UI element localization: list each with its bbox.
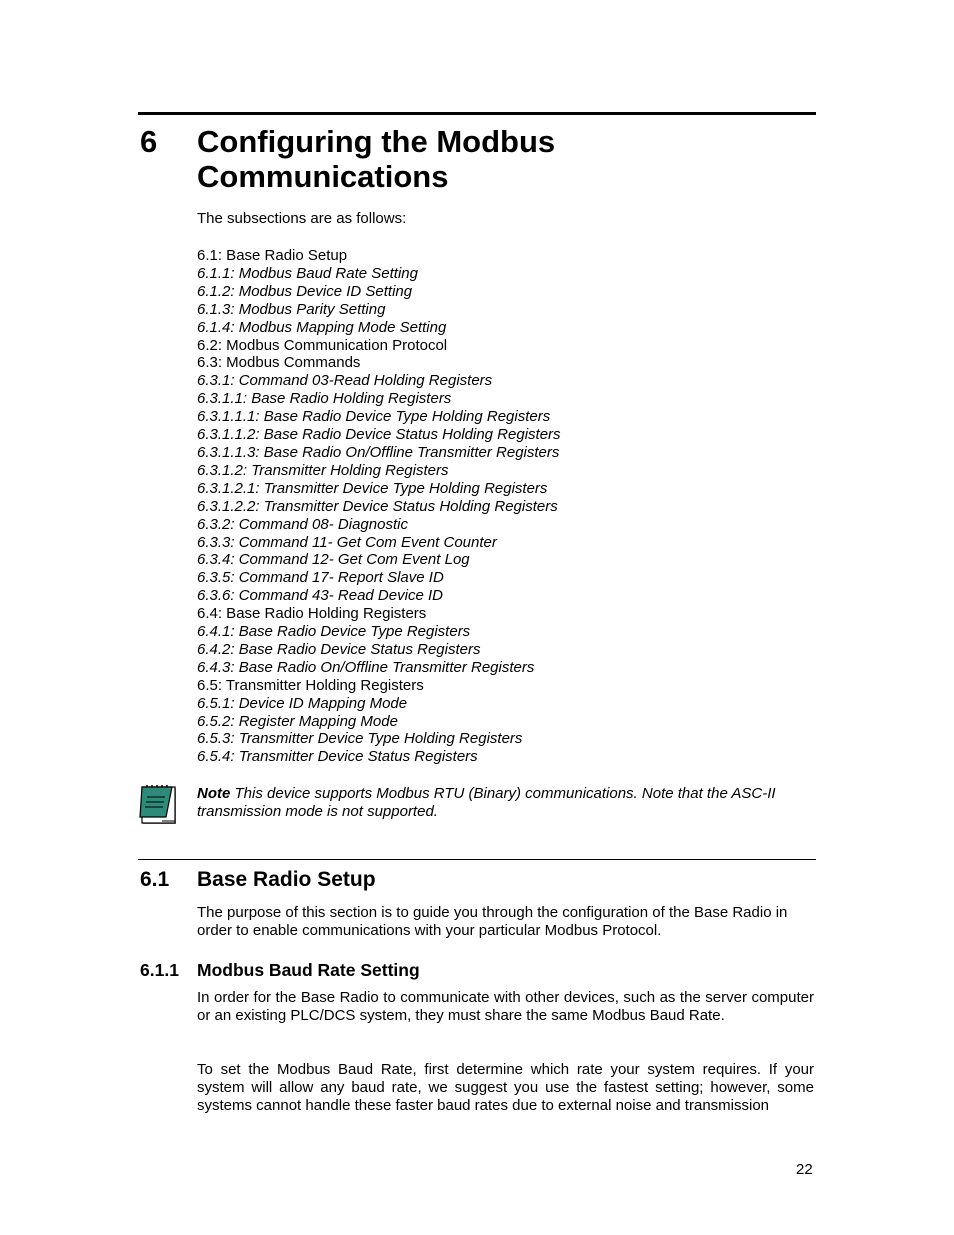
section-6-1-1-number: 6.1.1 xyxy=(140,960,179,980)
subsection-list-item: 6.3.4: Command 12- Get Com Event Log xyxy=(197,551,470,569)
subsection-list-item: 6.3.1.2.2: Transmitter Device Status Holding Registers xyxy=(197,497,558,515)
subsection-list-item: 6.2: Modbus Communication Protocol xyxy=(197,336,448,354)
chapter-top-rule xyxy=(138,112,816,115)
subsection-list-item: 6.5.1: Device ID Mapping Mode xyxy=(197,694,408,712)
subsection-list-item: 6.3.1.2.1: Transmitter Device Type Holding Registers xyxy=(197,479,548,497)
notepad-icon xyxy=(138,785,180,827)
subsection-list-item: 6.5.4: Transmitter Device Status Registers xyxy=(197,748,478,766)
subsection-list-item: 6.1.2: Modbus Device ID Setting xyxy=(197,282,413,300)
subsection-list-item: 6.1: Base Radio Setup xyxy=(197,247,348,264)
subsection-list-item: 6.1.3: Modbus Parity Setting xyxy=(197,300,386,318)
subsection-list-item: 6.4.1: Base Radio Device Type Registers xyxy=(197,623,471,641)
section-6-1-number: 6.1 xyxy=(140,868,170,891)
section-6-1-1-title: Modbus Baud Rate Setting xyxy=(197,960,420,980)
subsection-list-item: 6.3.1: Command 03-Read Holding Registers xyxy=(197,372,493,390)
chapter-number: 6 xyxy=(140,124,158,159)
subsection-list-item: 6.1.1: Modbus Baud Rate Setting xyxy=(197,264,418,282)
subsection-list-item: 6.3.3: Command 11- Get Com Event Counter xyxy=(197,533,497,551)
subsection-list-item: 6.3.1.1: Base Radio Holding Registers xyxy=(197,390,452,408)
subsection-list-item: 6.4: Base Radio Holding Registers xyxy=(197,605,427,623)
subsection-list-item: 6.4.3: Base Radio On/Offline Transmitter Registers xyxy=(197,658,535,676)
subsection-list-item: 6.3: Modbus Commands xyxy=(197,354,361,372)
subsection-list-item: 6.3.2: Command 08- Diagnostic xyxy=(197,515,408,533)
page-number: 22 xyxy=(796,1161,813,1178)
subsection-list-item: 6.3.6: Command 43- Read Device ID xyxy=(197,587,443,605)
section-6-1-1-paragraph-1: In order for the Base Radio to communicate with other devices, such as the server computer or an existing PLC/DCS system, they must share the same Modbus Baud Rate. xyxy=(197,989,814,1024)
section-divider xyxy=(138,859,816,860)
note-label: Note xyxy=(197,785,231,802)
subsection-list-item: 6.3.1.2: Transmitter Holding Registers xyxy=(197,461,449,479)
note-body: This device supports Modbus RTU (Binary) communications. Note that the ASC-II transmission mode is not supported. xyxy=(197,785,776,820)
subsection-list-item: 6.5: Transmitter Holding Registers xyxy=(197,676,424,694)
section-6-1-body: The purpose of this section is to guide you through the configuration of the Base Radio in order to enable communications with your particular Modbus Protocol. xyxy=(197,904,788,939)
chapter-title: Configuring the Modbus Communications xyxy=(197,124,556,194)
note-text xyxy=(197,785,817,821)
section-6-1-title: Base Radio Setup xyxy=(197,868,376,891)
chapter-intro: The subsections are as follows: xyxy=(197,210,407,227)
subsection-list-item: 6.5.3: Transmitter Device Type Holding Registers xyxy=(197,730,523,748)
subsection-list-item: 6.1.4: Modbus Mapping Mode Setting xyxy=(197,318,447,336)
subsection-list-item: 6.3.1.1.3: Base Radio On/Offline Transmitter Registers xyxy=(197,443,560,461)
subsection-list-item: 6.3.1.1.2: Base Radio Device Status Holding Registers xyxy=(197,426,561,444)
subsection-list-item: 6.3.1.1.1: Base Radio Device Type Holding Registers xyxy=(197,408,551,426)
subsection-list-item: 6.5.2: Register Mapping Mode xyxy=(197,712,398,730)
subsection-list-item: 6.3.5: Command 17- Report Slave ID xyxy=(197,569,444,587)
subsection-list xyxy=(197,247,561,766)
section-6-1-1-paragraph-2: To set the Modbus Baud Rate, first determine which rate your system requires. If your system will allow any baud rate, we suggest you use the fastest setting; however, some systems cannot handle these faster baud rates due to external noise and transmission xyxy=(197,1061,814,1114)
subsection-list-item: 6.4.2: Base Radio Device Status Registers xyxy=(197,640,481,658)
